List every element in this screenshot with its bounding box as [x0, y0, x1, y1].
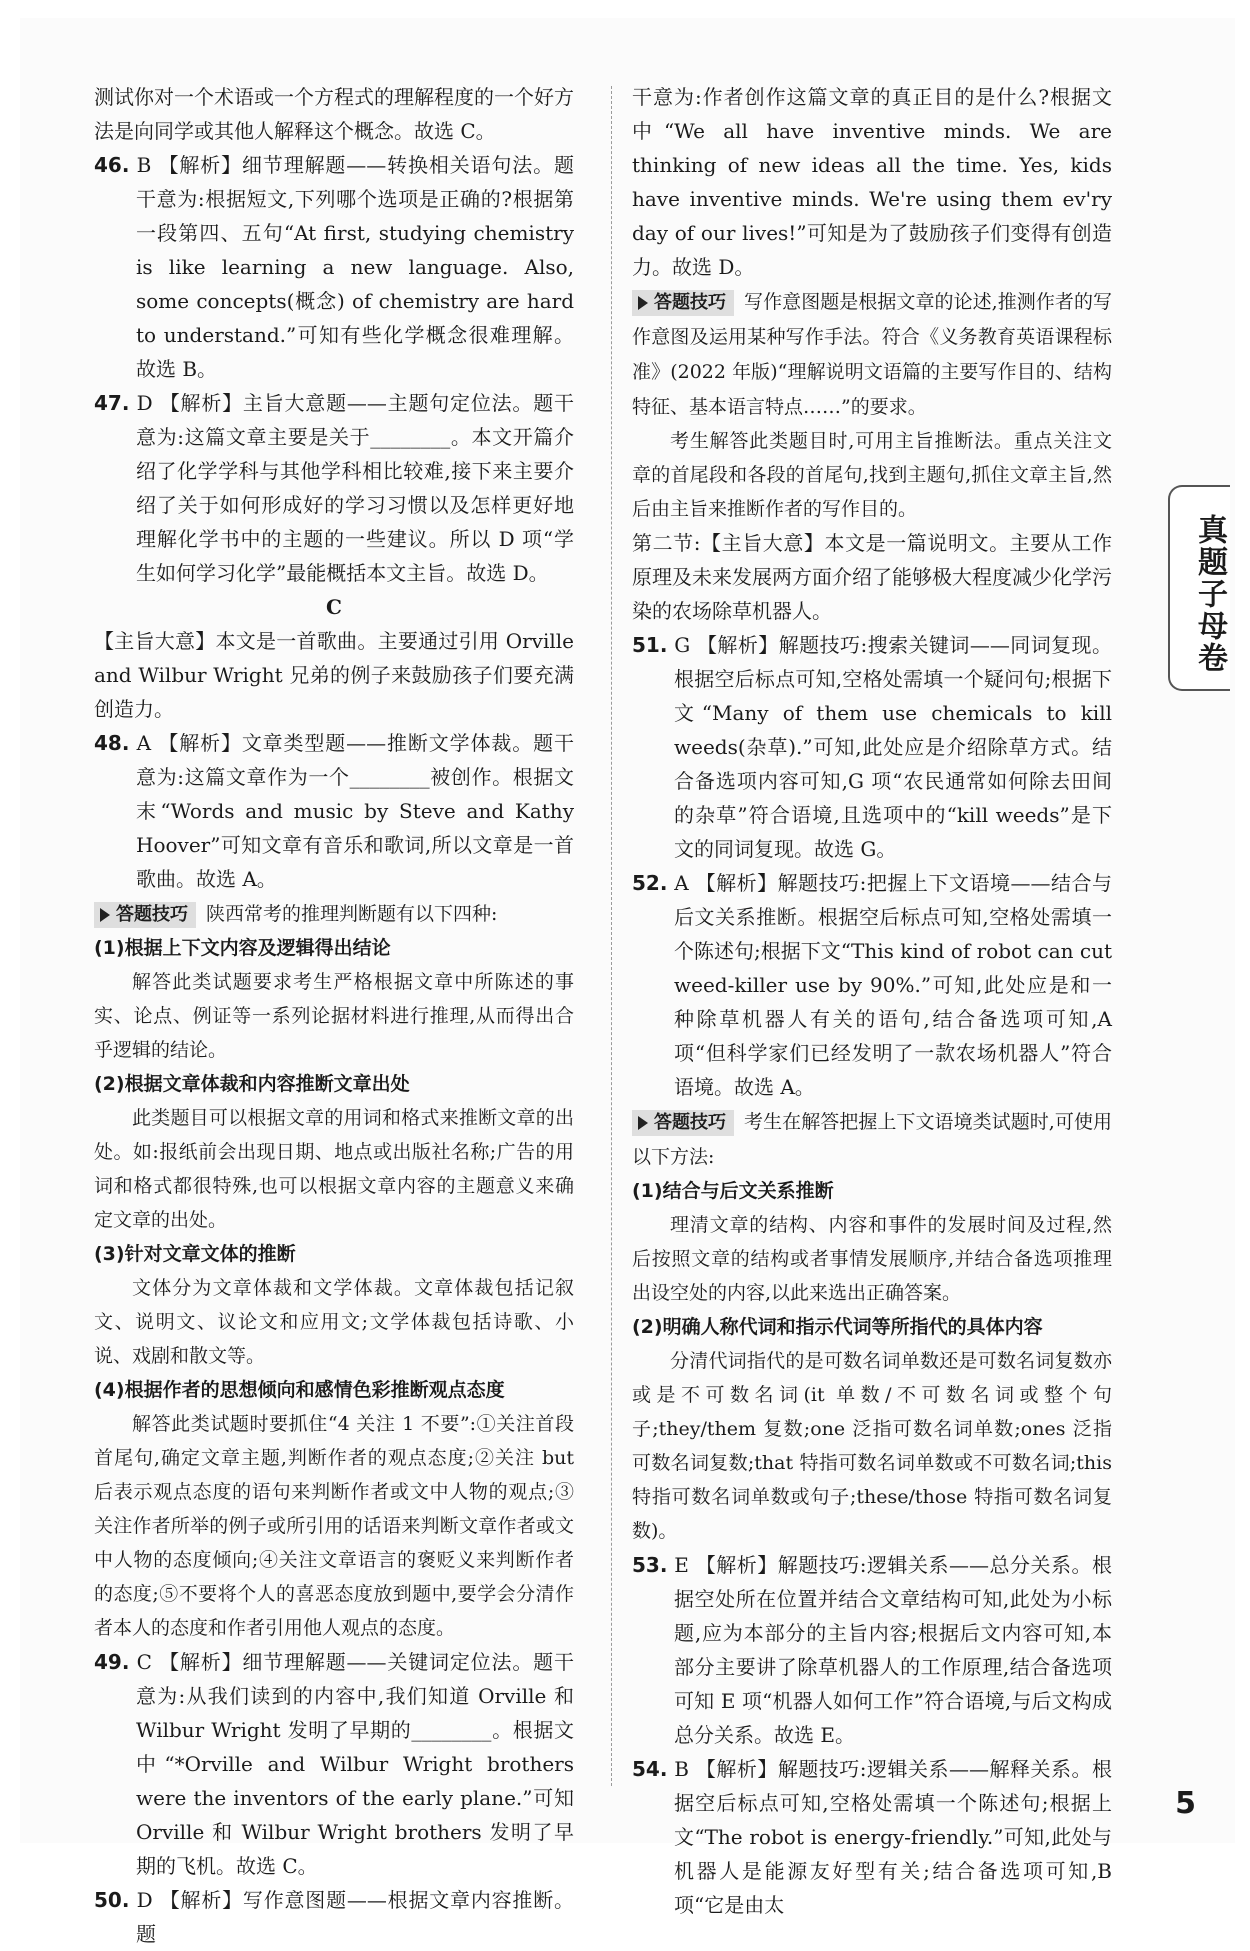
tip-label: 答题技巧 [632, 290, 734, 316]
tip-paragraph: 解答此类试题要求考生严格根据文章中所陈述的事实、论点、例证等一系列论据材料进行推理,从而得出合乎逻辑的结论。 [94, 971, 574, 1061]
question-number: 47. [94, 391, 130, 415]
answer-text: D 【解析】写作意图题——根据文章内容推断。题 [129, 1888, 574, 1946]
answer-item [94, 726, 574, 896]
tip-text: 考生在解答把握上下文语境类试题时,可使用以下方法: [632, 1111, 1112, 1168]
tip-paragraph: 解答此类试题时要抓住“4 关注 1 不要”:①关注首段首尾句,确定文章主题,判断作者的观点态度;②关注 but 后表示观点态度的语句来判断作者或文中人物的观点;③关注作者所举的例子或所引用的话语来判断文章作者或文中人物的态度倾向;④关注文章语言的褒贬义来判断作者的态度;⑤不要将个人的喜恶态度放到题中,要学会分清作者本人的态度和作者引用他人观点的态度。 [94, 1413, 574, 1639]
answer-text: D 【解析】主旨大意题——主题句定位法。题干意为:这篇文章主要是关于________。本文开篇介绍了化学学科与其他学科相比较难,接下来主要介绍了关于如何形成好的学习习惯以及怎样更好地理解化学书中的主题的一些建议。所以 D 项“学生如何学习化学”最能概括本文主旨。故选 D。 [129, 391, 574, 585]
column-divider [611, 86, 612, 1786]
tip-subheading: (1)结合与后文关系推断 [632, 1180, 834, 1202]
question-number: 52. [632, 871, 668, 895]
answer-text: A 【解析】解题技巧:把握上下文语境——结合与后文关系推断。根据空后标点可知,空格处需填一个陈述句;根据下文“This kind of robot can cut weed-killer use by 90%.”可知,此处应是和一种除草机器人有关的语句,结合备选项可知,A 项“但科学家们已经发明了一款农场机器人”符合语境。故选 A。 [667, 871, 1112, 1099]
tip-text: 写作意图题是根据文章的论述,推测作者的写作意图及运用某种写作手法。符合《义务教育英语课程标准》(2022 年版)“理解说明文语篇的主要写作目的、结构特征、基本语言特点……”的要求。 [632, 291, 1112, 418]
left-column [94, 80, 574, 1951]
question-number: 49. [94, 1650, 130, 1674]
question-number: 50. [94, 1888, 130, 1912]
paragraph: 第二节:【主旨大意】本文是一篇说明文。主要从工作原理及未来发展两方面介绍了能够极大程度减少化学污染的农场除草机器人。 [632, 531, 1112, 623]
question-number: 48. [94, 731, 130, 755]
tip-subheading: (4)根据作者的思想倾向和感情色彩推断观点态度 [94, 1379, 505, 1401]
answer-text: G 【解析】解题技巧:搜索关键词——同词复现。根据空后标点可知,空格处需填一个疑问句;根据下文“Many of them use chemicals to kill weeds(杂草).”可知,此处应是介绍除草方式。结合备选项内容可知,G 项“农民通常如何除去田间的杂草”符合语境,且选项中的“kill weeds”是下文的同词复现。故选 G。 [667, 633, 1112, 861]
tip-label: 答题技巧 [94, 902, 196, 928]
answer-text: A 【解析】文章类型题——推断文学体裁。题干意为:这篇文章作为一个________被创作。根据文末“Words and music by Steve and Kathy Hoover”可知文章有音乐和歌词,所以文章是一首歌曲。故选 A。 [129, 731, 574, 891]
answer-item [94, 148, 574, 386]
paragraph: 【主旨大意】本文是一首歌曲。主要通过引用 Orville and Wilbur Wright 兄弟的例子来鼓励孩子们要充满创造力。 [94, 629, 574, 721]
answer-item [632, 1548, 1112, 1752]
question-number: 46. [94, 153, 130, 177]
answer-item [94, 1883, 574, 1951]
tip-paragraph: 分清代词指代的是可数名词单数还是可数名词复数亦或是不可数名词(it 单数/不可数名词或整个句子;they/them 复数;one 泛指可数名词单数;ones 泛指可数名词复数;that 特指可数名词单数或不可数名词;this 特指可数名词单数或句子;these/those 特指可数名词复数)。 [632, 1350, 1112, 1542]
tip-subheading: (3)针对文章文体的推断 [94, 1243, 296, 1265]
answer-text: C 【解析】细节理解题——关键词定位法。题干意为:从我们读到的内容中,我们知道 Orville 和 Wilbur Wright 发明了早期的________。根据文中“*Orville and Wilbur Wright brothers were the inventors of the early plane.”可知 Orville 和 Wilbur Wright brothers 发明了早期的飞机。故选 C。 [129, 1650, 574, 1878]
answer-item [94, 386, 574, 590]
answer-item [94, 1645, 574, 1883]
tip-block [94, 896, 574, 931]
question-number: 54. [632, 1757, 668, 1781]
tip-block [632, 1104, 1112, 1174]
right-column [632, 80, 1112, 1922]
tip-block [632, 284, 1112, 424]
tip-subheading: (1)根据上下文内容及逻辑得出结论 [94, 937, 391, 959]
answer-text: E 【解析】解题技巧:逻辑关系——总分关系。根据空处所在位置并结合文章结构可知,此处为小标题,应为本部分的主旨内容;根据后文内容可知,本部分主要讲了除草机器人的工作原理,结合备选项可知 E 项“机器人如何工作”符合语境,与后文构成总分关系。故选 E。 [667, 1553, 1112, 1747]
tip-label: 答题技巧 [632, 1110, 734, 1136]
answer-item [632, 628, 1112, 866]
paragraph: 干意为:作者创作这篇文章的真正目的是什么?根据文中“We all have inventive minds. We are thinking of new ideas all the time. Yes, kids have inventive minds. We're using them ev'ry day of our lives!”可知是为了鼓励孩子们变得有创造力。故选 D。 [632, 85, 1112, 279]
tip-paragraph: 考生解答此类题目时,可用主旨推断法。重点关注文章的首尾段和各段的首尾句,找到主题句,抓住文章主旨,然后由主旨来推断作者的写作目的。 [632, 430, 1112, 520]
tip-text: 陕西常考的推理判断题有以下四种: [206, 903, 498, 925]
question-number: 51. [632, 633, 668, 657]
tip-paragraph: 理清文章的结构、内容和事件的发展时间及过程,然后按照文章的结构或者事情发展顺序,并结合备选项推理出设空处的内容,以此来选出正确答案。 [632, 1214, 1112, 1304]
tip-subheading: (2)根据文章体裁和内容推断文章出处 [94, 1073, 410, 1095]
answer-text: B 【解析】解题技巧:逻辑关系——解释关系。根据空后标点可知,空格处需填一个陈述句;根据上文“The robot is energy-friendly.”可知,此处与机器人是能源友好型有关;结合备选项可知,B 项“它是由太 [667, 1757, 1112, 1917]
page-number: 5 [1175, 1786, 1196, 1821]
paragraph: 测试你对一个术语或一个方程式的理解程度的一个好方法是向同学或其他人解释这个概念。故选 C。 [94, 85, 574, 143]
tip-paragraph: 文体分为文章体裁和文学体裁。文章体裁包括记叙文、说明文、议论文和应用文;文学体裁包括诗歌、小说、戏剧和散文等。 [94, 1277, 574, 1367]
tip-subheading: (2)明确人称代词和指示代词等所指代的具体内容 [632, 1316, 1043, 1338]
tip-paragraph: 此类题目可以根据文章的用词和格式来推断文章的出处。如:报纸前会出现日期、地点或出版社名称;广告的用词和格式都很特殊,也可以根据文章内容的主题意义来确定文章的出处。 [94, 1107, 574, 1231]
side-tab: 真题子母卷 [1168, 485, 1230, 691]
question-number: 53. [632, 1553, 668, 1577]
section-heading: C [326, 595, 342, 619]
answer-item [632, 866, 1112, 1104]
answer-text: B 【解析】细节理解题——转换相关语句法。题干意为:根据短文,下列哪个选项是正确的?根据第一段第四、五句“At first, studying chemistry is like learning a new language. Also, some concepts(概念) of chemistry are hard to understand.”可知有些化学概念很难理解。故选 B。 [129, 153, 574, 381]
answer-item [632, 1752, 1112, 1922]
